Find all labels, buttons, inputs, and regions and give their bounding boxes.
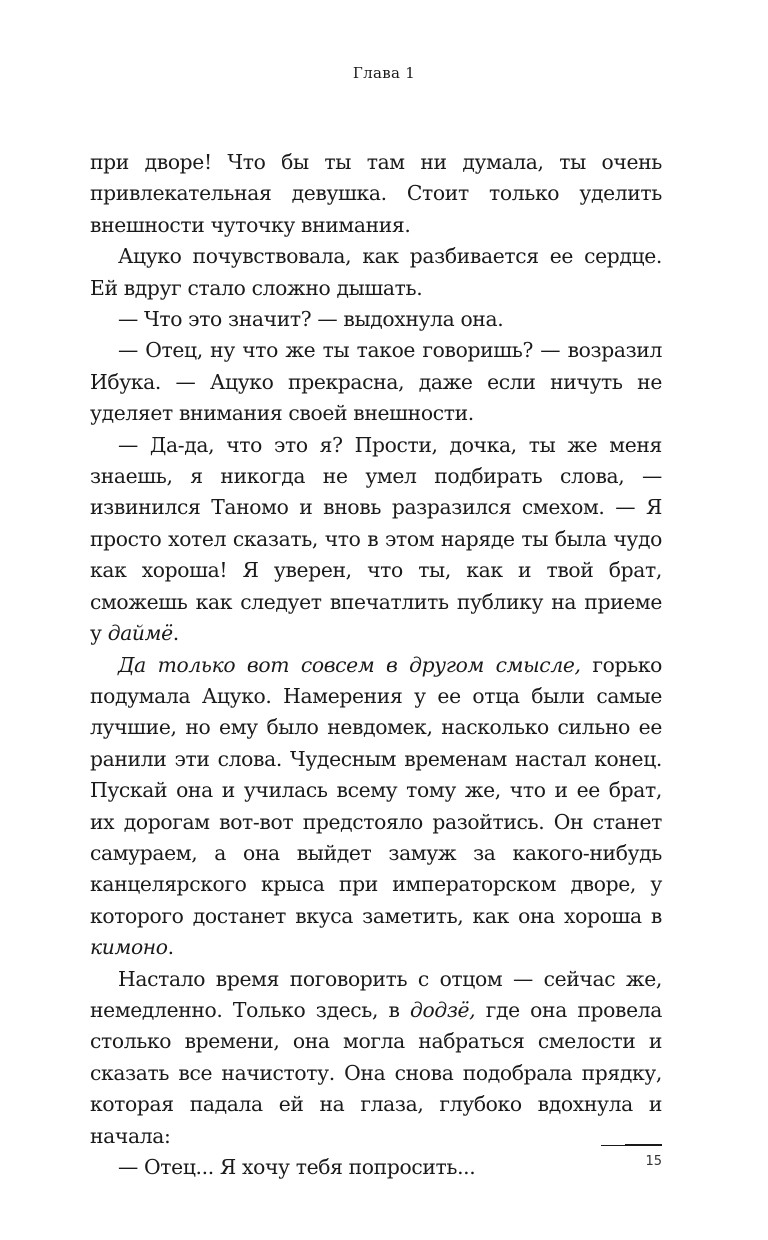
paragraph: Ацуко почувствовала, как разбивается ее сердце. Ей вдруг стало сложно дышать. — [90, 244, 662, 300]
paragraph: при дворе! Что бы ты там ни думала, ты очень привлекательная девушка. Стоит только уделить внешности чуточку внимания. — [90, 150, 662, 237]
paragraph — [90, 430, 662, 650]
italic-thought: Да только вот совсем в другом смысле, — [118, 652, 581, 677]
footer-rule-accent — [625, 1144, 662, 1146]
paragraph-text: где она провела столько времени, она могла набраться смелости и сказать все начистоту. Она снова подобрала прядку, которая падала ей на глаза, глубоко вдохнула и начала: — [90, 997, 662, 1148]
paragraph-text: горько подумала Ацуко. Намерения у ее отца были самые лучшие, но ему было невдомек, насколько сильно ее ранили эти слова. Чудесным временам настал конец. Пускай она и училась всему тому же, что и ее брат, их дорогам вот-вот предстояло разойтись. Он станет самураем, а она выйдет замуж за какого-нибудь канцелярского крыса при императорском дворе, у которого достанет вкуса заметить, как она хороша в — [90, 652, 663, 928]
paragraph-text: Настало время поговорить с отцом — сейчас же, немедленно. Только здесь, в — [90, 966, 662, 1022]
page-number: 15 — [645, 1154, 662, 1169]
paragraph: — Отец, ну что же ты такое говоришь? — возразил Ибука. — Ацуко прекрасна, даже если ничуть не уделяет внимания своей внешности. — [90, 338, 662, 426]
paragraph-text: . — [167, 935, 174, 960]
paragraph — [90, 964, 662, 1152]
running-header: Глава 1 — [352, 64, 416, 82]
paragraph — [90, 650, 662, 964]
italic-term: додзё, — [409, 997, 476, 1022]
body-text — [90, 147, 662, 1183]
paragraph: — Отец... Я хочу тебя попросить... — [118, 1155, 476, 1179]
paragraph-text: — Да-да, что это я? Прости, дочка, ты же меня знаешь, я никогда не умел подбирать слова, — извинился Таномо и вновь разразился смехом. — Я просто хотел сказать, что в этом наряде ты была чудо как хороша! Я уверен, что ты, как и твой брат, сможешь как следует впечатлить публику на приеме у — [90, 432, 662, 646]
italic-term: даймё — [107, 621, 173, 646]
italic-term: кимоно — [90, 935, 168, 960]
paragraph: — Что это значит? — выдохнула она. — [118, 307, 504, 332]
paragraph-text: . — [172, 621, 179, 646]
